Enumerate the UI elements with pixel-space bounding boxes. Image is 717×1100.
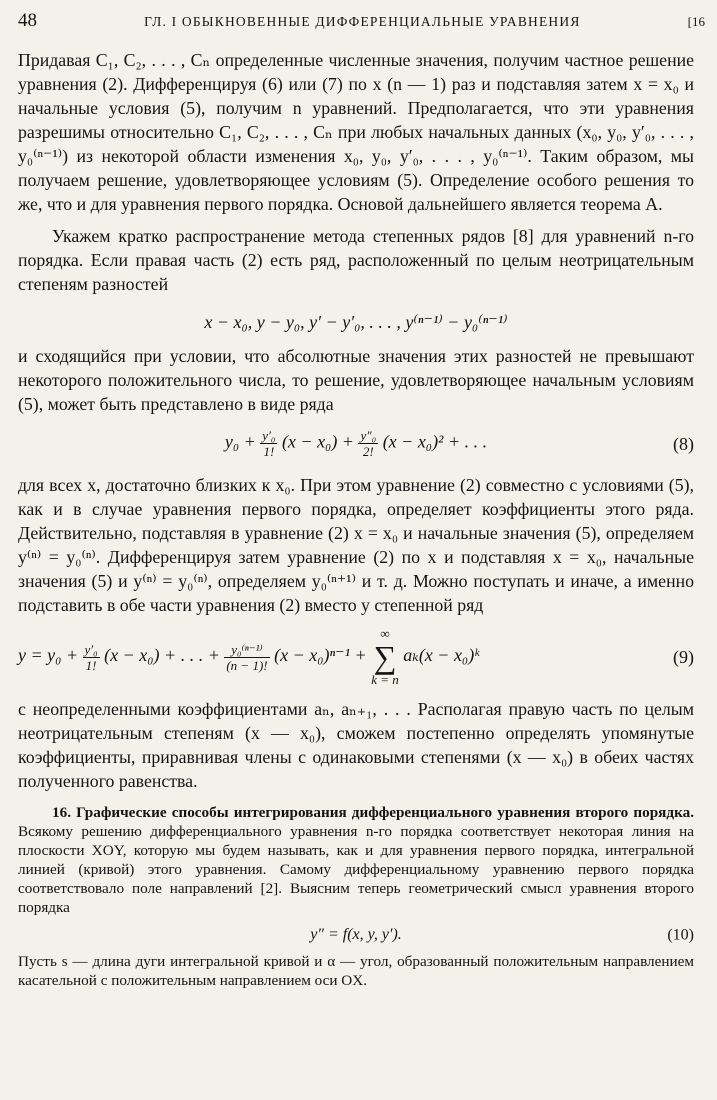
paragraph-power-series: Укажем кратко распространение метода степенных рядов [8] для уравнений n-го порядка. Если правая часть (2) есть ряд, расположенный по целым неотрицательным степеням разностей — [18, 226, 694, 294]
eq8-tail: (x − x₀)² + . . . — [378, 431, 488, 452]
eq8-lead: y₀ + — [224, 431, 261, 452]
equation-9 — [18, 627, 694, 687]
eq9-after: (x − x₀)ⁿ⁻¹ + — [269, 645, 372, 666]
eq9-f2-denominator: (n − 1)! — [226, 657, 268, 673]
running-title: ГЛ. I ОБЫКНОВЕННЫЕ ДИФФЕРЕНЦИАЛЬНЫЕ УРАВНЕНИЯ — [144, 14, 581, 29]
eq8-fraction-1 — [260, 428, 277, 459]
sum-upper-limit: ∞ — [380, 626, 390, 641]
sigma-glyph: ∑ — [373, 639, 397, 675]
equation-8-number: (8) — [673, 433, 694, 454]
eq8-fraction-2 — [358, 428, 378, 459]
section-16-closing: Пусть s — длина дуги интегральной кривой и α — угол, образованный положительным направлением касательной с положительным направлением оси OX. — [18, 953, 694, 989]
section-16 — [18, 803, 694, 990]
eq9-f2-numerator: y₀⁽ⁿ⁻¹⁾ — [224, 642, 269, 658]
section-16-heading: 16. Графические способы интегрирования дифференциального уравнения второго порядка. — [52, 804, 694, 821]
paragraph-undetermined: с неопределенными коэффициентами aₙ, aₙ₊₁, . . . Располагая правую часть по целым неотрицательным степеням (x — x₀), сможем постепенно определять упомянутые коэффициенты, приравнивая члены с одинаковыми степенями (x — x₀) в обеих частях полученного равенства. — [18, 699, 694, 791]
eq8-f1-denominator: 1! — [263, 444, 275, 459]
equation-8 — [18, 428, 694, 459]
summation-symbol — [371, 627, 399, 687]
equation-10-number: (10) — [667, 926, 694, 943]
eq9-f1-numerator: y′₀ — [84, 641, 98, 657]
eq9-fraction-2 — [224, 642, 269, 673]
section-mark: [16 — [687, 14, 705, 29]
page-number: 48 — [18, 10, 37, 31]
equation-9-number: (9) — [673, 647, 694, 667]
eq8-mid: (x − x₀) + — [277, 431, 359, 452]
equation-10-body: y″ = f(x, y, y′). — [310, 926, 402, 943]
eq9-tail: aₖ(x − x₀)ᵏ — [398, 645, 480, 666]
equation-differences — [18, 310, 694, 334]
eq9-f1-denominator: 1! — [85, 657, 97, 673]
page-body — [18, 48, 694, 990]
equation-10 — [18, 925, 694, 944]
eq8-f2-denominator: 2! — [362, 444, 374, 459]
sum-lower-limit: k = n — [371, 672, 399, 687]
paragraph-coefficients: для всех x, достаточно близких к x₀. При этом уравнение (2) совместно с условиями (5), как и в случае уравнения первого порядка, определяет коэффициенты этого ряда. Действительно, подставляя в уравнение (2) x = x₀ и начальные значения (5), определяем y⁽ⁿ⁾ = y₀⁽ⁿ⁾. Дифференцируя затем уравнение (2) по x и подставляя x = x₀, начальные значения (5) и y⁽ⁿ⁾ = y₀⁽ⁿ⁾, определяем y₀⁽ⁿ⁺¹⁾ и т. д. Можно поступать и иначе, а именно подставить в обе части уравнения (2) вместо y степенной ряд — [18, 475, 694, 615]
eq9-lead: y = y₀ + — [18, 645, 83, 666]
paragraph-convergence: и сходящийся при условии, что абсолютные значения этих разностей не превышают некоторого положительного числа, то решение, удовлетворяющее начальным условиям (5), может быть представлено в виде ряда — [18, 346, 694, 414]
eq8-f2-numerator: y″₀ — [360, 428, 377, 443]
eq9-mid: (x − x₀) + . . . + — [99, 645, 225, 666]
differences-expression: x − x₀, y − y₀, y′ − y′₀, . . . , y⁽ⁿ⁻¹⁾ − y₀⁽ⁿ⁻¹⁾ — [204, 312, 508, 332]
eq8-f1-numerator: y′₀ — [262, 428, 276, 443]
section-16-text: Всякому решению дифференциального уравнения n-го порядка соответствует некоторая линия на плоскости XOY, которую мы будем называть, как и для уравнения первого порядка, интегральной линией (кривой) этого уравнения. Самому дифференциальному уравнению первого порядка соответствовало поле направлений [2]. Выясним теперь геометрический смысл уравнения второго порядка — [18, 823, 694, 916]
paragraph-particular-solution: Придавая C₁, C₂, . . . , Cₙ определенные численные значения, получим частное решение уравнения (2). Дифференцируя (6) или (7) по x (n — 1) раз и подставляя затем x = x₀ и начальные условия (5), получим n уравнений. Предполагается, что эти уравнения разрешимы относительно C₁, C₂, . . . , Cₙ при любых начальных данных (x₀, y₀, y′₀, . . . , y₀⁽ⁿ⁻¹⁾) из некоторой области изменения x₀, y₀, y′₀, . . . , y₀⁽ⁿ⁻¹⁾. Таким образом, мы получаем решение, удовлетворяющее условиям (5). Определение особого решения то же, что и для уравнения первого порядка. Основой дальнейшего является теорема A. — [18, 50, 694, 214]
running-header — [18, 10, 705, 40]
eq9-fraction-1 — [83, 642, 100, 673]
